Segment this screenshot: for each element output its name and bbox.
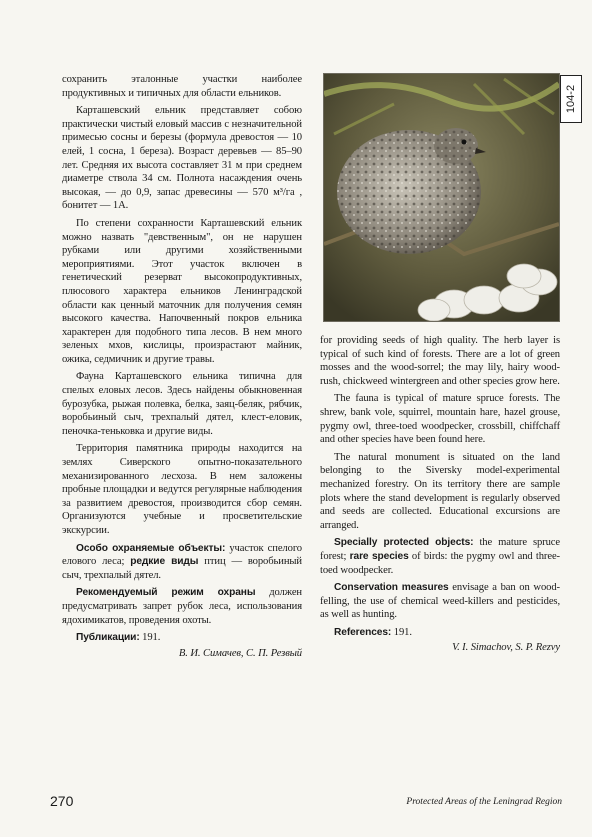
text: должен предусматривать запрет рубок леса, использования ядохимикатов, проведения охоты. [62,587,302,626]
label: Conservation measures [334,582,449,594]
protected-objects-paragraph [62,542,302,583]
right-column-english [320,334,560,655]
book-title: Protected Areas of the Leningrad Region [406,797,562,807]
text: участок спелого елового леса; [62,542,302,568]
paragraph: По степени сохранности Карташевский ельник можно назвать "девственным", он не нарушен рубками или другими хозяйственными мероприятиями. Этот участок включен в генетический резерват высокопродуктивных, плюсового характера ельников Ленинградской области как ценный маточник для получения семян высокого качества. Напочвенный покров ельника характерен для подобного типа лесов. В нем много зеленых мхов, кислицы, произрастают майник, ожика, седмичник и другие травы. [62,217,302,365]
label: Публикации: [76,632,140,644]
page-code: 104-2 [565,84,577,114]
paragraph: The natural monument is situated on the land belonging to the Siversky model-experimental mechanized forestry. On its territory there are sample plots where the stand development is regularly observed and seeds are collected. Educational excursions are arranged. [320,451,560,531]
page-number: 270 [50,793,74,809]
label: Specially protected objects: [334,537,474,549]
text: птиц — воробьиный сыч, трехпалый дятел. [62,556,303,581]
hazel-grouse-photo [323,73,560,322]
label: rare species [349,550,409,562]
text: the mature spruce forest; [320,537,560,562]
publications-paragraph [62,631,302,645]
paragraph: for providing seeds of high quality. The herb layer is typical of such kind of forests. There are a lot of green mosses and the wood-sorrel; the may lily, hairy wood-rush, chickweed wintergreen and other species grow here. [320,335,560,387]
text: 191. [391,626,412,638]
label: References: [334,626,392,638]
page-code-badge [560,75,582,123]
paragraph: Фауна Карташевского ельника типична для спелых еловых лесов. Здесь найдены обыкновенная бурозубка, рыжая полевка, белка, заяц-беляк, рябчик, воробьиный сыч, трехпалый дятел, клест-еловик, пеночка-теньковка и другие виды. [62,371,302,437]
left-column-russian [62,73,302,660]
text: of birds: the pygmy owl and three-toed woodpecker. [320,550,560,576]
signature: В. И. Симачев, С. П. Резвый [178,647,302,659]
photo-illustration [324,74,559,321]
paragraph: сохранить эталонные участки наиболее продуктивных и типичных для области ельников. [62,74,302,99]
protection-regime-paragraph [62,586,302,627]
conservation-paragraph [320,581,560,622]
paragraph: Карташевский ельник представляет собою практически чистый еловый массив с незначительной примесью сосны и березы (формула древостоя — 10 елей, 1 сосна, 1 береза). Возраст деревьев — 85–90 лет. Средняя их высота составляет 31 м при среднем диаметре ствола 34 см. Полнота насаждения очень высокая, — до 0,9, запас древесины — 570 м³/га , бонитет — 1А. [62,105,302,212]
text: 191. [139,632,161,644]
label: Особо охраняемые объекты: [76,542,226,554]
protected-objects-paragraph [320,536,560,577]
paragraph: The fauna is typical of mature spruce forests. The shrew, bank vole, squirrel, mountain hare, hazel grouse, pygmy owl, three-toed woodpecker, crossbill, chiffchaff and other species have been found here. [320,393,560,446]
references-paragraph [320,626,560,640]
signature: V. I. Simachov, S. P. Rezvy [452,642,560,654]
paragraph: Территория памятника природы находится на землях Сиверского опытно-показательного механизированного лесхоза. В нем заложены пробные площадки и ведутся регулярные наблюдения за развитием древостоя, производится сбор семян. Организуются учебные и просветительские экскурсии. [62,443,302,536]
label: редкие виды [130,556,199,568]
text: envisage a ban on wood-felling, the use of chemical weed-killers and pesticides, as well as hunting. [320,582,560,621]
label: Рекомендуемый режим охраны [76,587,256,599]
